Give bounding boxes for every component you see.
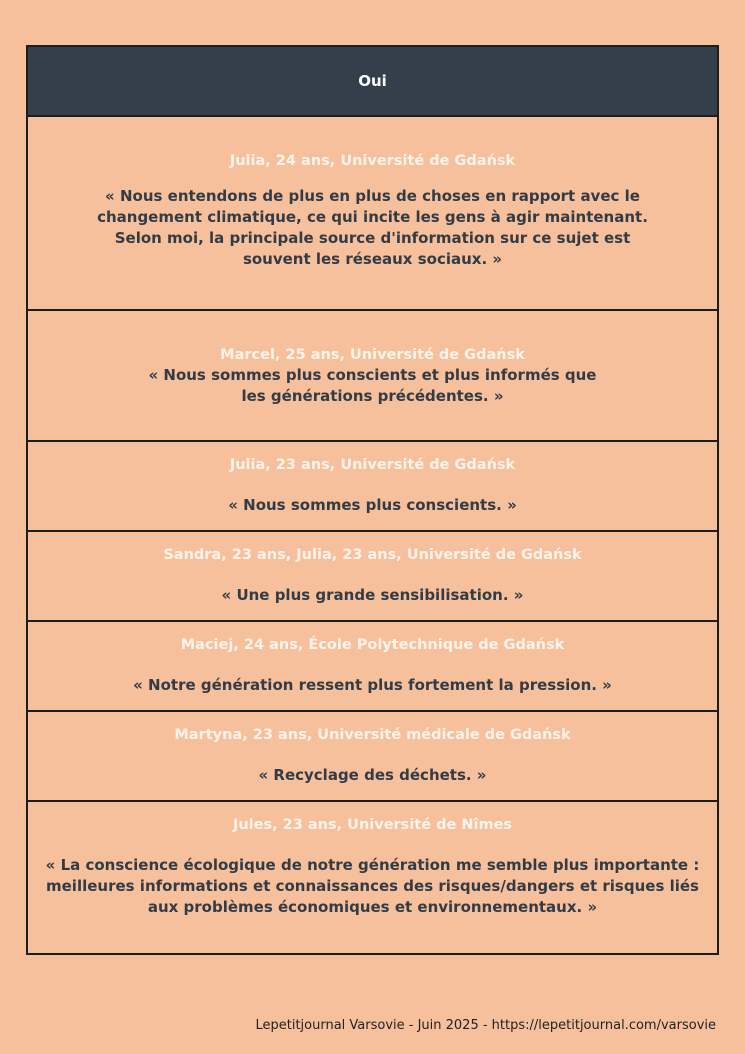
respondent-quote: « Recyclage des déchets. » [258, 766, 487, 784]
table-row [28, 532, 717, 622]
table-row [28, 117, 717, 311]
table-header: Oui [28, 47, 717, 117]
table-row [28, 622, 717, 712]
respondent-name: Maciej, 24 ans, École Polytechnique de Gdańsk [180, 637, 565, 653]
respondent-name: Sandra, 23 ans, Julia, 23 ans, Université de Gdańsk [163, 547, 582, 563]
respondent-quote: « Une plus grande sensibilisation. » [221, 586, 524, 604]
footer-credit: Lepetitjournal Varsovie - Juin 2025 - https://lepetitjournal.com/varsovie [255, 1018, 716, 1033]
respondent-name: Martyna, 23 ans, Université médicale de Gdańsk [174, 727, 571, 743]
respondent-name: Marcel, 25 ans, Université de Gdańsk [220, 347, 525, 363]
respondent-name: Julia, 23 ans, Université de Gdańsk [229, 457, 516, 473]
respondent-quote: « Nous entendons de plus en plus de choses en rapport avec le changement climatique, ce qui incite les gens à agir maintenant. Selon moi, la principale source d'information sur ce sujet est souvent les réseaux sociaux. » [97, 187, 648, 268]
table-row [28, 311, 717, 442]
respondent-quote: « Nous sommes plus conscients. » [228, 496, 517, 514]
table-row [28, 442, 717, 532]
table-row [28, 712, 717, 802]
respondent-quote: « Nous sommes plus conscients et plus informés que les générations précédentes. » [148, 366, 597, 405]
testimonials-table [26, 45, 719, 955]
table-row [28, 802, 717, 953]
respondent-name: Jules, 23 ans, Université de Nîmes [232, 817, 513, 833]
respondent-quote: « La conscience écologique de notre génération me semble plus importante : meilleures informations et connaissances des risques/dangers et risques liés aux problèmes économiques et environnementaux. » [45, 856, 700, 916]
respondent-quote: « Notre génération ressent plus fortement la pression. » [133, 676, 612, 694]
respondent-name: Julia, 24 ans, Université de Gdańsk [229, 153, 516, 169]
